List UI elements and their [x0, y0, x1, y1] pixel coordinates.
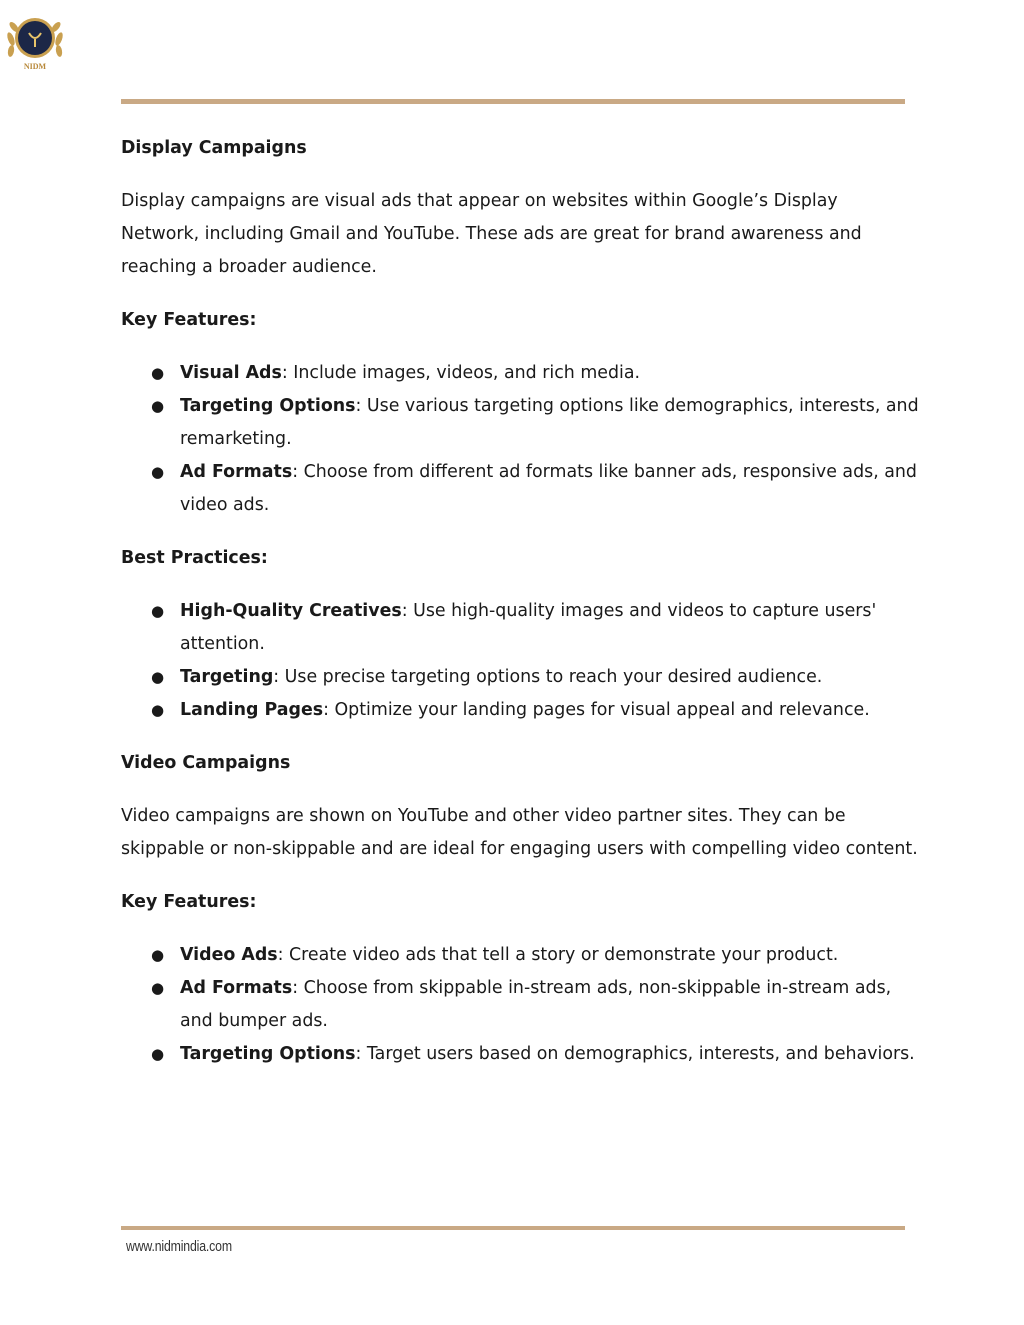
display-features-heading: Key Features:: [121, 310, 257, 330]
bullet-icon: ●: [151, 946, 165, 964]
item-desc: : Use various targeting options like demographics, interests, and remarketing.: [180, 396, 919, 449]
item-term: Video Ads: [180, 945, 278, 965]
item-term: High-Quality Creatives: [180, 601, 402, 621]
list-item: [121, 694, 921, 727]
footer-divider: [121, 1226, 905, 1230]
item-desc: : Use precise targeting options to reach your desired audience.: [273, 667, 823, 687]
laurel-wreath-logo-icon: [5, 9, 65, 73]
list-item: [121, 595, 921, 661]
bullet-icon: ●: [151, 397, 165, 415]
item-term: Ad Formats: [180, 462, 293, 482]
logo-text: NIDM: [23, 62, 47, 71]
item-term: Visual Ads: [180, 363, 282, 383]
bullet-icon: ●: [151, 602, 165, 620]
bullet-icon: ●: [151, 463, 165, 481]
item-desc: : Use high-quality images and videos to capture users' attention.: [180, 601, 877, 654]
list-item: [121, 939, 921, 972]
item-desc: : Target users based on demographics, interests, and behaviors.: [355, 1044, 915, 1064]
nidm-logo: [5, 9, 65, 73]
item-desc: : Include images, videos, and rich media.: [281, 363, 641, 383]
display-features-list: [121, 357, 921, 522]
video-campaigns-intro: Video campaigns are shown on YouTube and other video partner sites. They can be skippable or non-skippable and are ideal for engaging users with compelling video content.: [121, 806, 918, 859]
bullet-icon: ●: [151, 1045, 165, 1063]
bullet-icon: ●: [151, 701, 165, 719]
display-campaigns-intro: Display campaigns are visual ads that appear on websites within Google’s Display Network, including Gmail and YouTube. These ads are great for brand awareness and reaching a broader audience.: [121, 191, 862, 277]
list-item: [121, 357, 921, 390]
list-item: [121, 661, 921, 694]
video-features-list: [121, 939, 921, 1071]
display-practices-list: [121, 595, 921, 727]
item-desc: : Optimize your landing pages for visual appeal and relevance.: [323, 700, 870, 720]
video-features-heading: Key Features:: [121, 892, 257, 912]
list-item: [121, 456, 921, 522]
item-term: Targeting: [180, 667, 274, 687]
item-desc: : Choose from skippable in-stream ads, non-skippable in-stream ads, and bumper ads.: [180, 978, 892, 1031]
bullet-icon: ●: [151, 668, 165, 686]
item-term: Targeting Options: [180, 396, 356, 416]
bullet-icon: ●: [151, 364, 165, 382]
display-practices-heading: Best Practices:: [121, 548, 268, 568]
item-desc: : Create video ads that tell a story or demonstrate your product.: [277, 945, 839, 965]
bullet-icon: ●: [151, 979, 165, 997]
footer-website-link[interactable]: www.nidmindia.com: [126, 1238, 232, 1255]
display-campaigns-heading: Display Campaigns: [121, 138, 307, 158]
document-body: [121, 130, 921, 1071]
item-desc: : Choose from different ad formats like banner ads, responsive ads, and video ads.: [180, 462, 917, 515]
item-term: Landing Pages: [180, 700, 324, 720]
item-term: Targeting Options: [180, 1044, 356, 1064]
header-divider: [121, 99, 905, 104]
list-item: [121, 1038, 921, 1071]
list-item: [121, 972, 921, 1038]
video-campaigns-heading: Video Campaigns: [121, 753, 291, 773]
item-term: Ad Formats: [180, 978, 293, 998]
list-item: [121, 390, 921, 456]
